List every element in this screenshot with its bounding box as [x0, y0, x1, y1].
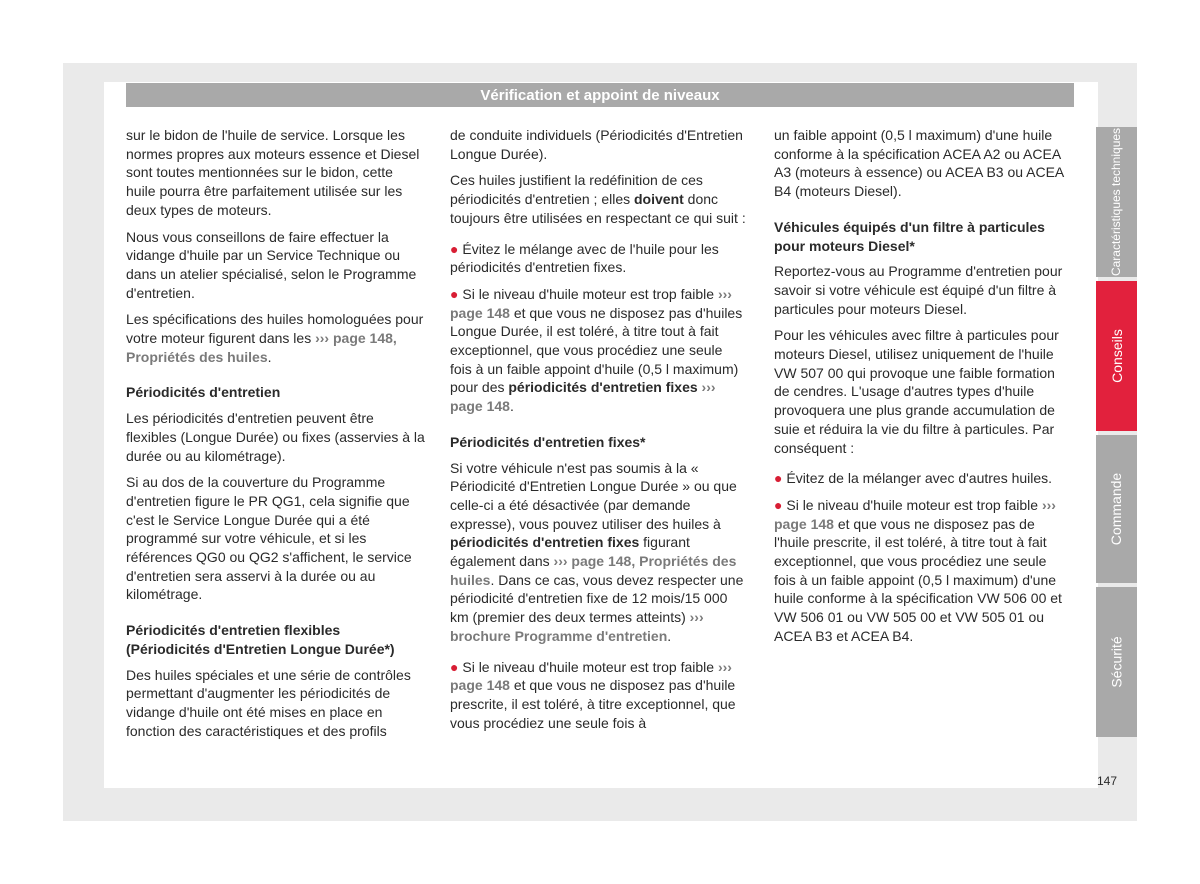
text: Les spécifications des huiles homologuées pour votre moteur figurent dans les: [126, 311, 424, 347]
paragraph: [450, 459, 746, 646]
bullet-item: [774, 469, 1072, 488]
text-column-1: [126, 126, 426, 748]
paragraph: Pour les véhicules avec filtre à particules pour moteurs Diesel, utilisez uniquement de l'huile VW 507 00 qui provoque une faible formation de cendres. L'usage d'autres types d'huile provoquera une plus grande accumulation de suie et réduira la vie du filtre à particules. Par conséquent :: [774, 327, 1059, 456]
tab-label: Sécurité: [1108, 636, 1125, 688]
section-heading: Périodicités d'entretien flexibles (Périodicités d'Entretien Longue Durée*): [126, 622, 395, 657]
page-number: 147: [1097, 774, 1118, 788]
tab-securite[interactable]: [1096, 587, 1137, 737]
text: et que vous ne disposez pas de l'huile prescrite, il est toléré, à titre tout à fait exceptionnel, que vous procédiez une seule fois à un faible appoint (0,5 l maximum) d'une huile conforme à la spécification VW 506 00 et VW 506 01 ou VW 505 00 et VW 505 01 ou ACEA B3 et ACEA B4.: [774, 515, 1062, 644]
bullet-item: [774, 496, 1072, 646]
page-reference-link[interactable]: ››› page 148, Propriétés des huiles: [450, 553, 737, 588]
paragraph: Nous vous conseillons de faire effectuer la vidange d'huile par un Service Technique ou dans un atelier spécialisé, selon le Programme d'entretien.: [126, 228, 417, 301]
bold-text: périodicités d'entretien fixes: [450, 534, 640, 551]
paragraph: Reportez-vous au Programme d'entretien pour savoir si votre véhicule est équipé d'un filtre à particules pour moteurs Diesel.: [774, 263, 1063, 317]
bullet-icon: ●: [450, 240, 459, 257]
text: Si le niveau d'huile moteur est trop faible: [786, 496, 1042, 513]
bullet-item: [450, 240, 746, 277]
brochure-reference-link[interactable]: ››› brochure Programme d'entretien: [450, 609, 704, 644]
paragraph: un faible appoint (0,5 l maximum) d'une huile conforme à la spécification ACEA A2 ou ACEA A3 (moteurs à essence) ou ACEA B3 ou ACEA B4 (moteurs Diesel).: [774, 127, 1064, 200]
section-header: Vérification et appoint de niveaux: [126, 83, 1074, 107]
section-heading: Véhicules équipés d'un filtre à particules pour moteurs Diesel*: [774, 218, 1045, 254]
page-reference-link[interactable]: ››› page 148: [450, 285, 732, 321]
section-heading: Périodicités d'entretien fixes*: [450, 433, 646, 450]
text: figurant également dans: [450, 534, 690, 570]
paragraph: de conduite individuels (Périodicités d'Entretien Longue Durée).: [450, 127, 743, 162]
paragraph: sur le bidon de l'huile de service. Lorsque les normes propres aux moteurs essence et Diesel sont toutes mentionnées sur le bidon, cette huile pourra être parfaitement utilisée sur les deux types de moteurs.: [126, 127, 420, 218]
bullet-item: [450, 285, 746, 416]
text: . Dans ce cas, vous devez respecter une périodicité d'entretien fixe de 12 mois/15 000 km (premier des deux termes atteints): [450, 571, 744, 626]
paragraph: Si au dos de la couverture du Programme d'entretien figure le PR QG1, cela signifie que c'est le Service Longue Durée qui a été programmé sur votre véhicule, et si les références QG0 ou QG2 s'affichent, le service d'entretien sera asservi à la durée ou au kilométrage.: [126, 474, 412, 603]
bold-text: périodicités d'entretien fixes: [508, 379, 698, 396]
page-reference-link[interactable]: ››› page 148: [450, 379, 716, 415]
page-reference-link[interactable]: ››› page 148: [774, 496, 1056, 532]
tab-commande[interactable]: [1096, 435, 1137, 583]
text: et que vous ne disposez pas d'huile prescrite, il est toléré, à titre exceptionnel, que vous procédiez une seule fois à: [450, 677, 736, 731]
bold-text: doivent: [634, 191, 684, 208]
text-column-2: [450, 126, 746, 740]
text-column-3: [774, 126, 1072, 654]
paragraph: Les périodicités d'entretien peuvent être flexibles (Longue Durée) ou fixes (asservies à la durée ou au kilométrage).: [126, 410, 425, 464]
text: Ces huiles justifient la redéfinition de ces périodicités d'entretien ; elles: [450, 172, 703, 208]
text: Si le niveau d'huile moteur est trop faible: [462, 285, 718, 302]
page-reference-link[interactable]: ››› page 148, Propriétés des huiles: [126, 330, 397, 365]
paragraph: [126, 310, 426, 366]
bullet-item: [450, 658, 746, 733]
bullet-icon: ●: [774, 496, 783, 513]
paragraph: [450, 171, 746, 227]
tab-label: Commande: [1108, 472, 1125, 546]
text: Évitez de la mélanger avec d'autres huiles.: [786, 470, 1053, 487]
bullet-icon: ●: [450, 658, 459, 675]
text: Si votre véhicule n'est pas soumis à la « Périodicité d'Entretien Longue Durée » ou que celle-ci a été désactivée (par demande expresse), vous pouvez utiliser des huiles à: [450, 459, 737, 532]
tab-conseils[interactable]: [1096, 281, 1137, 431]
text: .: [509, 398, 514, 415]
text: donc toujours être utilisées en respectant ce qui suit :: [450, 191, 746, 226]
text: Si le niveau d'huile moteur est trop faible: [462, 658, 718, 675]
bullet-icon: ●: [774, 470, 783, 487]
tab-caracteristiques-techniques[interactable]: [1096, 127, 1137, 277]
paragraph: Des huiles spéciales et une série de contrôles permettant d'augmenter les périodicités de vidange d'huile ont été mises en place en fonction des caractéristiques et des profils: [126, 666, 411, 739]
text: .: [667, 627, 672, 644]
tab-label: Conseils: [1108, 329, 1125, 383]
section-heading: Périodicités d'entretien: [126, 384, 281, 401]
bullet-icon: ●: [450, 285, 459, 302]
tab-label: Caractéristiques techniques: [1109, 127, 1124, 277]
text: et que vous ne disposez pas d'huiles Longue Durée, il est toléré, à titre tout à fait exceptionnel, que vous procédiez une seule fois à un faible appoint d'huile (0,5 l maximum) pour des: [450, 304, 743, 396]
text: .: [267, 348, 272, 365]
text: Évitez le mélange avec de l'huile pour les périodicités d'entretien fixes.: [450, 240, 719, 276]
page-reference-link[interactable]: ››› page 148: [450, 658, 732, 694]
